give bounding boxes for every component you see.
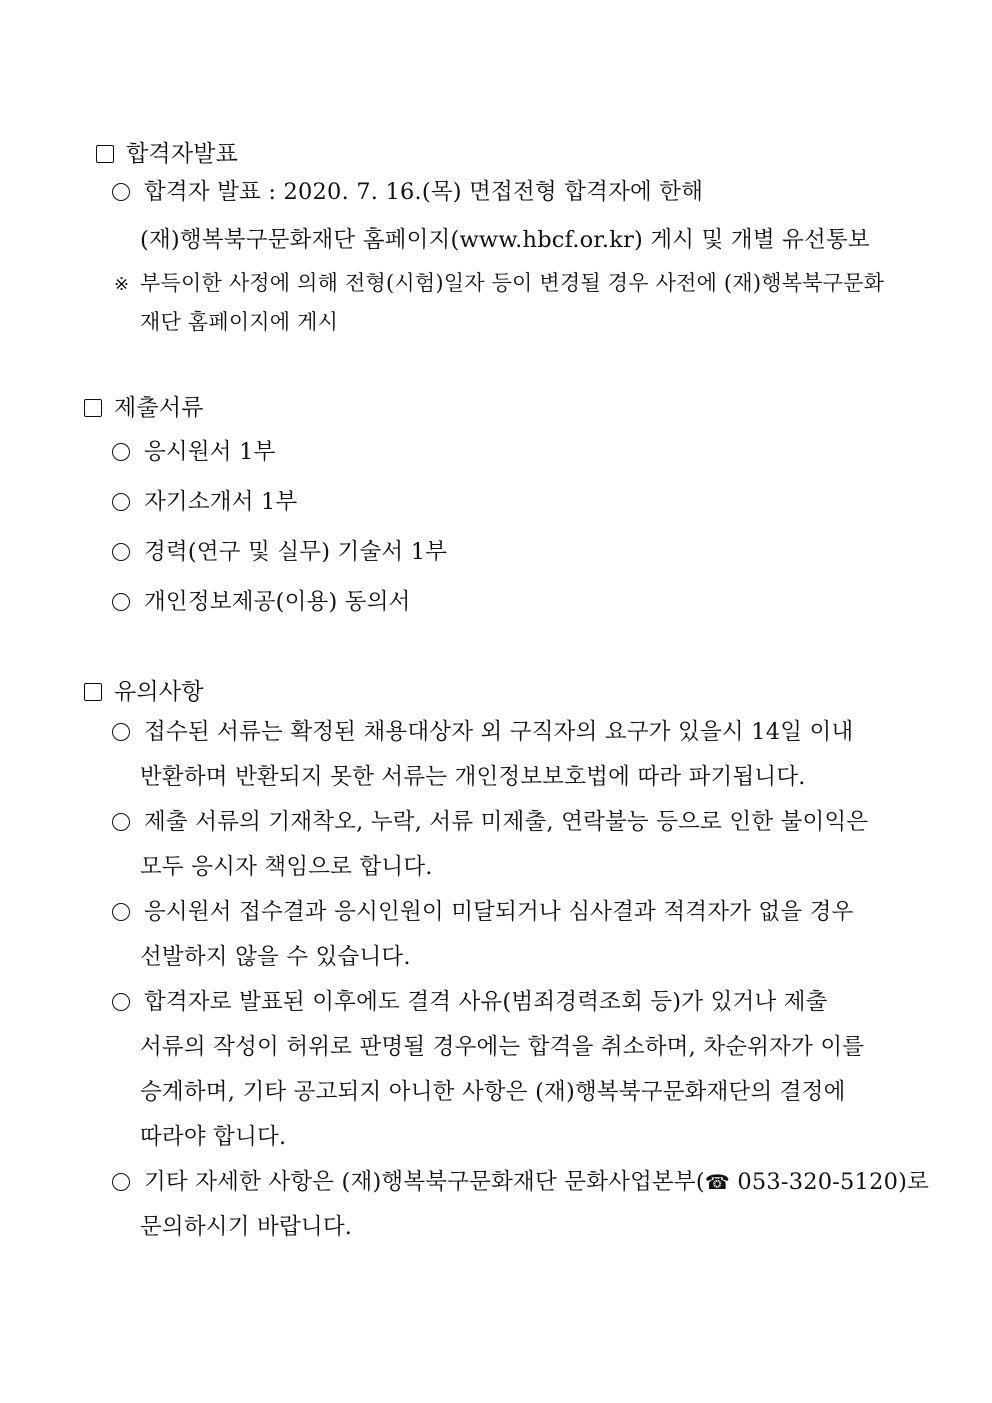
list-item-continuation: 모두 응시자 책임으로 합니다. [140, 854, 433, 880]
list-item-continuation: 승계하며, 기타 공고되지 아니한 사항은 (재)행복북구문화재단의 결정에 [140, 1079, 846, 1105]
circle-bullet-icon [112, 723, 130, 741]
section-title-documents: 제출서류 [84, 393, 204, 423]
list-item-continuation: 문의하시기 바랍니다. [140, 1214, 353, 1240]
circle-bullet-icon [112, 813, 130, 831]
checkbox-square-icon [96, 145, 114, 163]
list-item: 자기소개서 1부 [112, 487, 297, 517]
list-item: 합격자로 발표된 이후에도 결격 사유(범죄경력조회 등)가 있거나 제출 [112, 987, 828, 1017]
telephone-icon: ☎ [704, 1170, 730, 1194]
circle-bullet-icon [112, 993, 130, 1011]
circle-bullet-icon [112, 593, 130, 611]
list-item: 합격자 발표 : 2020. 7. 16.(목) 면접전형 합격자에 한해 [112, 177, 703, 207]
note-line: ※ 부득이한 사정에 의해 전형(시험)일자 등이 변경될 경우 사전에 (재)행복북구문화 [114, 268, 884, 300]
note-line-continuation: 재단 홈페이지에 게시 [140, 310, 339, 334]
list-item: 기타 자세한 사항은 (재)행복북구문화재단 문화사업본부(☎ 053-320-5120)로 [112, 1167, 929, 1197]
section-title-notes: 유의사항 [84, 677, 204, 707]
circle-bullet-icon [112, 543, 130, 561]
circle-bullet-icon [112, 183, 130, 201]
circle-bullet-icon [112, 903, 130, 921]
list-item: 경력(연구 및 실무) 기술서 1부 [112, 537, 447, 567]
list-item: 접수된 서류는 확정된 채용대상자 외 구직자의 요구가 있을시 14일 이내 [112, 717, 853, 747]
section-title-announcement: 합격자발표 [96, 139, 238, 169]
reference-mark-icon: ※ [114, 274, 130, 295]
list-item: 응시원서 접수결과 응시인원이 미달되거나 심사결과 적격자가 없을 경우 [112, 897, 854, 927]
list-item: 제출 서류의 기재착오, 누락, 서류 미제출, 연락불능 등으로 인한 불이익은 [112, 807, 868, 837]
circle-bullet-icon [112, 1173, 130, 1191]
list-item-continuation: (재)행복북구문화재단 홈페이지(www.hbcf.or.kr) 게시 및 개별 유선통보 [140, 227, 870, 253]
list-item: 개인정보제공(이용) 동의서 [112, 587, 411, 617]
list-item-continuation: 선발하지 않을 수 있습니다. [140, 944, 411, 970]
list-item: 응시원서 1부 [112, 437, 276, 467]
checkbox-square-icon [84, 399, 102, 417]
list-item-continuation: 따라야 합니다. [140, 1124, 287, 1150]
list-item-continuation: 반환하며 반환되지 못한 서류는 개인정보보호법에 따라 파기됩니다. [140, 764, 806, 790]
circle-bullet-icon [112, 493, 130, 511]
list-item-continuation: 서류의 작성이 허위로 판명될 경우에는 합격을 취소하며, 차순위자가 이를 [140, 1034, 865, 1060]
circle-bullet-icon [112, 443, 130, 461]
checkbox-square-icon [84, 683, 102, 701]
